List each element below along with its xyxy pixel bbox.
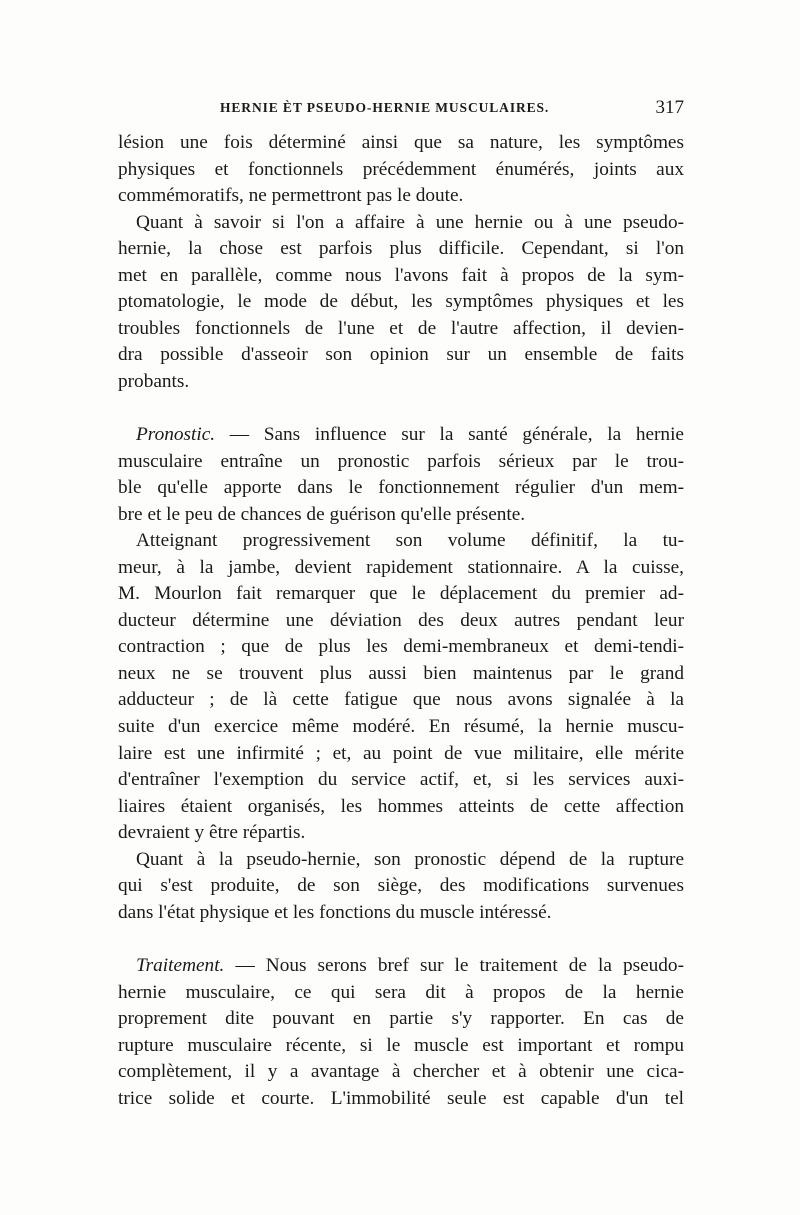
page-number: 317 [655, 97, 684, 118]
text-line: rupture musculaire récente, si le muscle est important et rompu [118, 1034, 684, 1056]
section-gap [118, 926, 684, 953]
text-line: Quant à la pseudo-hernie, son pronostic dépend de la rupture [136, 848, 684, 870]
text-line: suite d'un exercice même modéré. En résumé, la hernie muscu- [118, 716, 684, 738]
text-line [118, 953, 684, 980]
text-line: ble qu'elle apporte dans le fonctionnement régulier d'un mem- [118, 477, 684, 499]
text-line: lésion une fois déterminé ainsi que sa nature, les symptômes [118, 132, 684, 153]
text-line: liaires étaient organisés, les hommes atteints de cette affection [118, 795, 684, 817]
text-line: dra possible d'asseoir son opinion sur un ensemble de faits [118, 344, 684, 366]
section-text: — Nous serons bref sur le traitement de la pseudo- [224, 954, 684, 976]
text-line: hernie, la chose est parfois plus difficile. Cependant, si l'on [118, 238, 684, 260]
running-head: HERNIE ÈT PSEUDO-HERNIE MUSCULAIRES. [220, 100, 550, 115]
text-line: met en parallèle, comme nous l'avons fait à propos de la sym- [118, 264, 684, 286]
text-line: physiques et fonctionnels précédemment énumérés, joints aux [118, 158, 684, 180]
section-title-traitement: Traitement. [136, 954, 225, 976]
text-line: neux ne se trouvent plus aussi bien maintenus par le grand [118, 662, 684, 684]
text-line: contraction ; que de plus les demi-membraneux et demi-tendi- [118, 636, 684, 658]
text-line: troubles fonctionnels de l'une et de l'autre affection, il devien- [118, 317, 684, 339]
text-line: M. Mourlon fait remarquer que le déplacement du premier ad- [118, 583, 684, 605]
text-line: meur, à la jambe, devient rapidement stationnaire. A la cuisse, [118, 556, 684, 578]
section-title-pronostic: Pronostic. [136, 424, 216, 446]
section-text: — Sans influence sur la santé générale, la hernie [215, 424, 684, 446]
text-line: complètement, il y a avantage à chercher et à obtenir une cica- [118, 1061, 684, 1083]
text-line: adducteur ; de là cette fatigue que nous avons signalée à la [118, 689, 684, 711]
text-line: laire est une infirmité ; et, au point de vue militaire, elle mérite [118, 742, 684, 764]
text-line: Atteignant progressivement son volume définitif, la tu- [136, 530, 684, 552]
text-line: ducteur détermine une déviation des deux autres pendant leur [118, 609, 684, 631]
text-line: dans l'état physique et les fonctions du muscle intéressé. [118, 901, 552, 923]
text-line: musculaire entraîne un pronostic parfois sérieux par le trou- [118, 450, 684, 472]
text-line: proprement dite pouvant en partie s'y rapporter. En cas de [118, 1008, 684, 1030]
text-line: trice solide et courte. L'immobilité seule est capable d'un tel [118, 1087, 684, 1109]
body-text [118, 130, 684, 1112]
text-line: commémoratifs, ne permettront pas le doute. [118, 185, 464, 207]
text-line: devraient y être répartis. [118, 822, 306, 844]
text-line: d'entraîner l'exemption du service actif, et, si les services auxi- [118, 769, 684, 791]
text-line [118, 422, 684, 449]
text-line: Quant à savoir si l'on a affaire à une hernie ou à une pseudo- [136, 211, 684, 233]
text-line: bre et le peu de chances de guérison qu'elle présente. [118, 503, 526, 525]
text-line: probants. [118, 370, 190, 392]
text-line: hernie musculaire, ce qui sera dit à propos de la hernie [118, 981, 684, 1003]
section-gap [118, 395, 684, 422]
page-header [118, 97, 684, 124]
text-line: ptomatologie, le mode de début, les symptômes physiques et les [118, 291, 684, 313]
text-line: qui s'est produite, de son siège, des modifications survenues [118, 875, 684, 897]
